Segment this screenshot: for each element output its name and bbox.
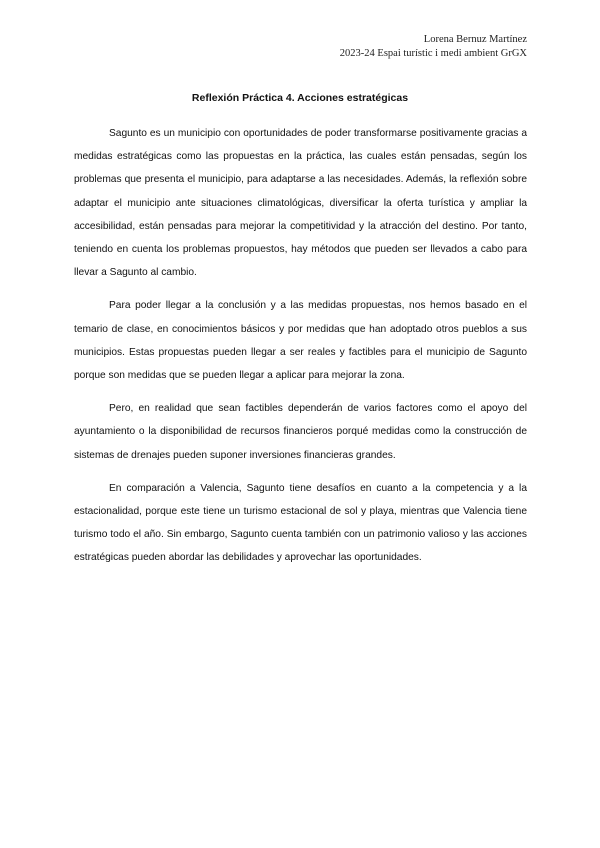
paragraph: Sagunto es un municipio con oportunidades de poder transformarse positivamente gracias a medidas estratégicas como las propuestas en la práctica, las cuales están pensadas, según los problemas que presenta el municipio, para adaptarse a las necesidades. Además, la reflexión sobre adaptar el municipio ante situaciones climatológicas, diversificar la oferta turística y ampliar la accesibilidad, están pensadas para mejorar la competitividad y la atracción del destino. Por tanto, teniendo en cuenta los problemas propuestos, hay métodos que pueden ser llevados a cabo para llevar a Sagunto al cambio.	[74, 128, 527, 279]
paragraph: Para poder llegar a la conclusión y a las medidas propuestas, nos hemos basado en el temario de clase, en conocimientos básicos y por medidas que han adoptado otros pueblos a sus municipios. Estas propuestas pueden llegar a ser reales y factibles para el municipio de Sagunto porque son medidas que se pueden llegar a aplicar para mejorar la zona.	[74, 300, 527, 382]
paragraph: En comparación a Valencia, Sagunto tiene desafíos en cuanto a la competencia y a la estacionalidad, porque este tiene un turismo estacional de sol y playa, mientras que Valencia tiene turismo todo el año. Sin embargo, Sagunto cuenta también con un patrimonio valioso y las acciones estratégicas pueden abordar las debilidades y aprovechar las oportunidades.	[74, 482, 527, 564]
course-name: 2023-24 Espai turístic i medi ambient GrGX	[339, 48, 527, 59]
document-title: Reflexión Práctica 4. Acciones estratégicas	[191, 92, 409, 104]
document-body	[74, 122, 527, 580]
author-name: Lorena Bernuz Martínez	[423, 34, 527, 45]
paragraph: Pero, en realidad que sean factibles dependerán de varios factores como el apoyo del ayuntamiento o la disponibilidad de recursos financieros porqué medidas como la construcción de sistemas de drenajes pueden suponer inversiones financieras grandes.	[74, 403, 527, 461]
page-header	[340, 33, 527, 61]
